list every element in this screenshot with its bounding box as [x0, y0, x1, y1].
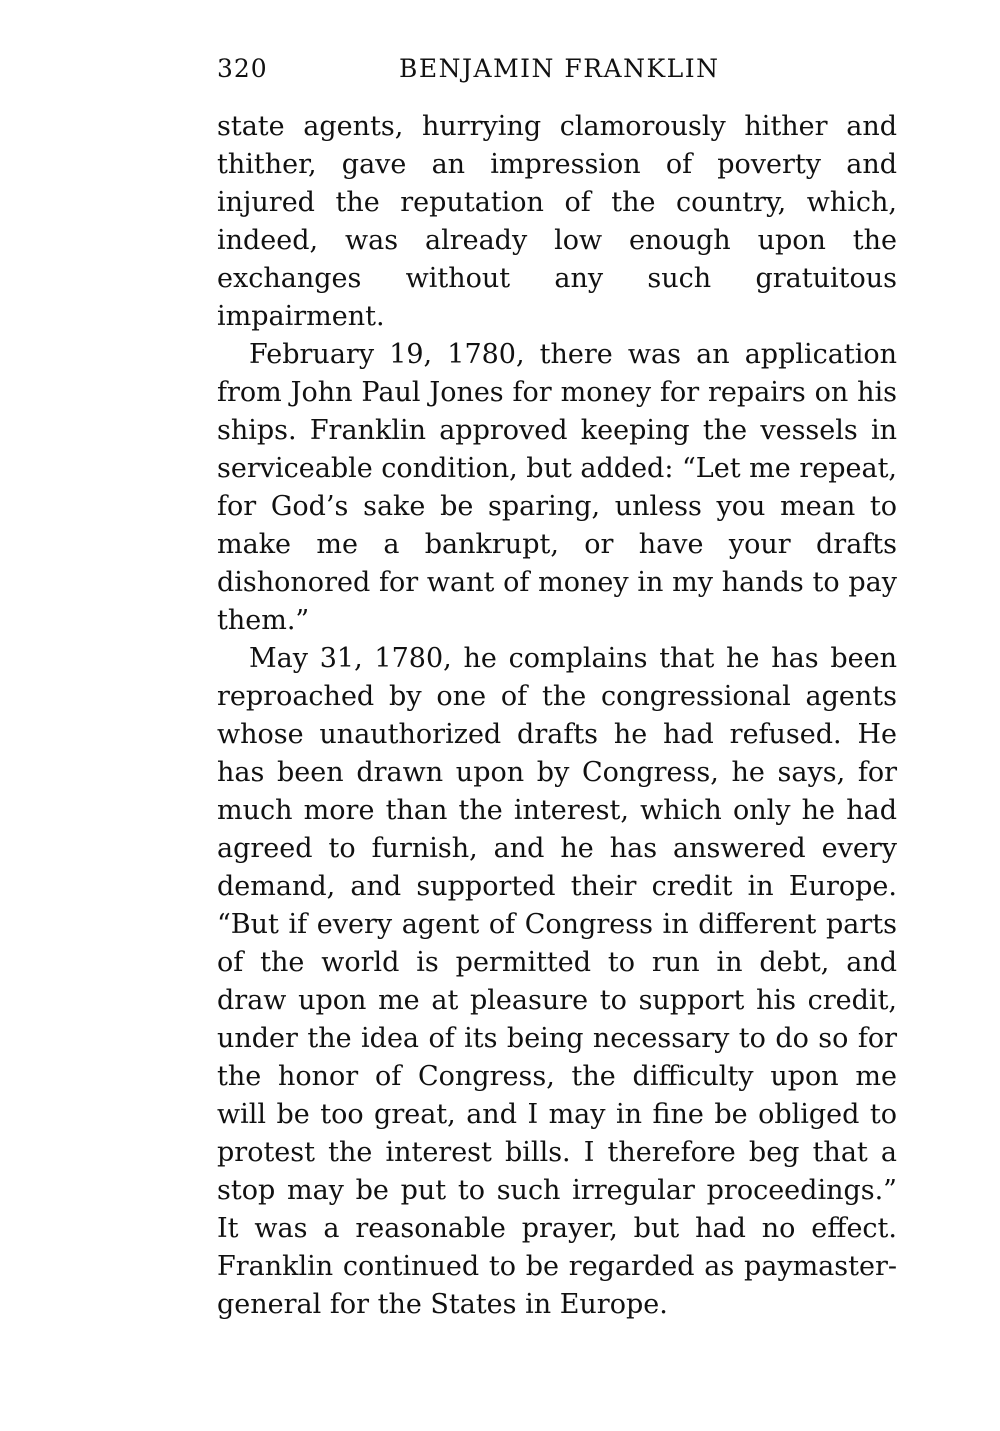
paragraph-congressional-agents: May 31, 1780, he complains that he has been reproached by one of the congressional agents whose unauthorized drafts he had refused. He has been drawn upon by Congress, he says, for much more than the interest, which only he had agreed to furnish, and he has answered every demand, and supported their credit in Europe. “But if every agent of Congress in different parts of the world is permitted to run in debt, and draw upon me at pleasure to support his credit, under the idea of its being necessary to do so for the honor of Congress, the difficulty upon me will be too great, and I may in fine be obliged to protest the interest bills. I therefore beg that a stop may be put to such irregular proceedings.” It was a reasonable prayer, but had no effect. Franklin continued to be regarded as paymaster-general for the States in Europe. — [217, 643, 897, 1320]
running-title: BENJAMIN FRANKLIN — [399, 54, 720, 83]
page-number: 320 — [217, 54, 268, 83]
paragraph-john-paul-jones: February 19, 1780, there was an application from John Paul Jones for money for repairs on his ships. Franklin approved keeping the vessels in serviceable condition, but added: “Let me repeat, for God’s sake be sparing, unless you mean to make me a bankrupt, or have your drafts dishonored for want of money in my hands to pay them.” — [217, 339, 897, 636]
body-text — [217, 108, 897, 1324]
running-head — [217, 54, 897, 90]
paragraph-continued: state agents, hurrying clamorously hither and thither, gave an impression of poverty and injured the reputation of the country, which, indeed, was already low enough upon the exchanges without any such gratuitous impairment. — [217, 111, 897, 332]
